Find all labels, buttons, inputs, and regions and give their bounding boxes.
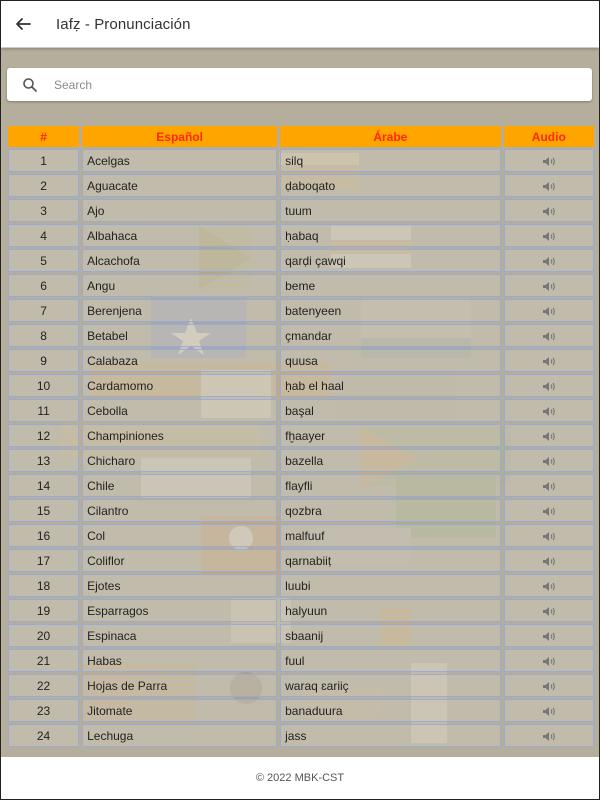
row-number: 17 [8,549,79,572]
column-header-number: # [8,126,79,147]
table-row [8,224,594,247]
audio-cell [504,724,594,747]
row-number: 14 [8,474,79,497]
row-number: 16 [8,524,79,547]
audio-cell [504,499,594,522]
play-audio-button[interactable] [542,231,556,242]
speaker-icon [542,431,556,442]
spanish-word: Ajo [82,199,277,222]
spanish-word: Jitomate [82,699,277,722]
spanish-word: Angu [82,274,277,297]
row-number: 6 [8,274,79,297]
table-row [8,599,594,622]
audio-cell [504,399,594,422]
audio-cell [504,299,594,322]
row-number: 9 [8,349,79,372]
spanish-word: Espinaca [82,624,277,647]
table-row [8,249,594,272]
arrow-left-icon [15,16,31,32]
spanish-word: Habas [82,649,277,672]
row-number: 18 [8,574,79,597]
arabic-pronunciation: batenyeen [280,299,500,322]
audio-cell [504,699,594,722]
column-header-audio: Audio [504,126,594,147]
main-content [1,48,599,757]
audio-cell [504,624,594,647]
play-audio-button[interactable] [542,706,556,717]
audio-cell [504,449,594,472]
table-row [8,549,594,572]
speaker-icon [542,481,556,492]
search-icon [22,77,38,93]
column-header-arabic: Árabe [280,126,500,147]
play-audio-button[interactable] [542,406,556,417]
play-audio-button[interactable] [542,731,556,742]
spanish-word: Chile [82,474,277,497]
page-title: Iafẓ - Pronunciación [56,15,191,33]
row-number: 10 [8,374,79,397]
speaker-icon [542,656,556,667]
arabic-pronunciation: halyuun [280,599,500,622]
arabic-pronunciation: waraq ɛariiç [280,674,500,697]
column-header-spanish: Español [82,126,277,147]
audio-cell [504,374,594,397]
audio-cell [504,524,594,547]
play-audio-button[interactable] [542,606,556,617]
audio-cell [504,474,594,497]
row-number: 5 [8,249,79,272]
table-row [8,674,594,697]
arabic-pronunciation: flayfli [280,474,500,497]
play-audio-button[interactable] [542,206,556,217]
speaker-icon [542,506,556,517]
arabic-pronunciation: fḫaayer [280,424,500,447]
table-row [8,399,594,422]
arabic-pronunciation: banaduura [280,699,500,722]
spanish-word: Lechuga [82,724,277,747]
spanish-word: Cilantro [82,499,277,522]
arabic-pronunciation: qarḍi çawqi [280,249,500,272]
spanish-word: Esparragos [82,599,277,622]
speaker-icon [542,181,556,192]
play-audio-button[interactable] [542,506,556,517]
speaker-icon [542,706,556,717]
spanish-word: Aguacate [82,174,277,197]
footer [1,757,599,799]
spanish-word: Alcachofa [82,249,277,272]
spanish-word: Ejotes [82,574,277,597]
speaker-icon [542,406,556,417]
pronunciation-table [5,124,597,749]
speaker-icon [542,206,556,217]
arabic-pronunciation: sbaanij [280,624,500,647]
play-audio-button[interactable] [542,681,556,692]
arabic-pronunciation: ḍaboqato [280,174,500,197]
table-row [8,424,594,447]
table-row [8,299,594,322]
spanish-word: Champiniones [82,424,277,447]
table-row [8,474,594,497]
back-button[interactable] [10,11,36,37]
speaker-icon [542,231,556,242]
play-audio-button[interactable] [542,156,556,167]
spanish-word: Albahaca [82,224,277,247]
app-bar [1,1,599,47]
audio-cell [504,549,594,572]
audio-cell [504,574,594,597]
table-row [8,499,594,522]
play-audio-button[interactable] [542,256,556,267]
row-number: 2 [8,174,79,197]
table-row [8,449,594,472]
speaker-icon [542,281,556,292]
row-number: 4 [8,224,79,247]
speaker-icon [542,681,556,692]
audio-cell [504,274,594,297]
play-audio-button[interactable] [542,381,556,392]
audio-cell [504,349,594,372]
row-number: 11 [8,399,79,422]
spanish-word: Cebolla [82,399,277,422]
arabic-pronunciation: beme [280,274,500,297]
row-number: 13 [8,449,79,472]
row-number: 8 [8,324,79,347]
audio-cell [504,424,594,447]
search-input[interactable] [52,77,576,93]
audio-cell [504,199,594,222]
play-audio-button[interactable] [542,456,556,467]
speaker-icon [542,631,556,642]
row-number: 7 [8,299,79,322]
play-audio-button[interactable] [542,656,556,667]
audio-cell [504,674,594,697]
table-row [8,574,594,597]
row-number: 15 [8,499,79,522]
row-number: 20 [8,624,79,647]
table-row [8,349,594,372]
play-audio-button[interactable] [542,631,556,642]
table-row [8,324,594,347]
audio-cell [504,599,594,622]
speaker-icon [542,381,556,392]
play-audio-button[interactable] [542,481,556,492]
play-audio-button[interactable] [542,531,556,542]
audio-cell [504,149,594,172]
arabic-pronunciation: bazella [280,449,500,472]
speaker-icon [542,581,556,592]
table-row [8,624,594,647]
play-audio-button[interactable] [542,356,556,367]
spanish-word: Acelgas [82,149,277,172]
play-audio-button[interactable] [542,331,556,342]
table-row [8,524,594,547]
table-row [8,724,594,747]
play-audio-button[interactable] [542,181,556,192]
spanish-word: Berenjena [82,299,277,322]
arabic-pronunciation: jass [280,724,500,747]
arabic-pronunciation: ḥabaq [280,224,500,247]
spanish-word: Calabaza [82,349,277,372]
row-number: 23 [8,699,79,722]
arabic-pronunciation: quusa [280,349,500,372]
table-row [8,149,594,172]
spanish-word: Hojas de Parra [82,674,277,697]
table-row [8,649,594,672]
arabic-pronunciation: çmandar [280,324,500,347]
arabic-pronunciation: başal [280,399,500,422]
search-bar [7,68,592,101]
spanish-word: Coliflor [82,549,277,572]
audio-cell [504,649,594,672]
arabic-pronunciation: silq [280,149,500,172]
table-header-row [8,126,594,147]
row-number: 21 [8,649,79,672]
table-row [8,199,594,222]
audio-cell [504,324,594,347]
speaker-icon [542,156,556,167]
table-row [8,174,594,197]
copyright-text: © 2022 MBK-CST [255,772,345,784]
speaker-icon [542,531,556,542]
arabic-pronunciation: ḥab el haal [280,374,500,397]
row-number: 19 [8,599,79,622]
spanish-word: Col [82,524,277,547]
row-number: 1 [8,149,79,172]
speaker-icon [542,606,556,617]
speaker-icon [542,556,556,567]
speaker-icon [542,456,556,467]
arabic-pronunciation: malfuuf [280,524,500,547]
audio-cell [504,249,594,272]
play-audio-button[interactable] [542,556,556,567]
row-number: 24 [8,724,79,747]
row-number: 12 [8,424,79,447]
play-audio-button[interactable] [542,581,556,592]
spanish-word: Betabel [82,324,277,347]
play-audio-button[interactable] [542,281,556,292]
arabic-pronunciation: tuum [280,199,500,222]
arabic-pronunciation: luubi [280,574,500,597]
audio-cell [504,224,594,247]
arabic-pronunciation: qozbra [280,499,500,522]
speaker-icon [542,731,556,742]
arabic-pronunciation: qarnabiiṭ [280,549,500,572]
speaker-icon [542,306,556,317]
arabic-pronunciation: fuul [280,649,500,672]
speaker-icon [542,356,556,367]
play-audio-button[interactable] [542,306,556,317]
spanish-word: Cardamomo [82,374,277,397]
table-row [8,374,594,397]
spanish-word: Chicharo [82,449,277,472]
table-row [8,699,594,722]
audio-cell [504,174,594,197]
row-number: 3 [8,199,79,222]
play-audio-button[interactable] [542,431,556,442]
speaker-icon [542,256,556,267]
table-row [8,274,594,297]
speaker-icon [542,331,556,342]
row-number: 22 [8,674,79,697]
